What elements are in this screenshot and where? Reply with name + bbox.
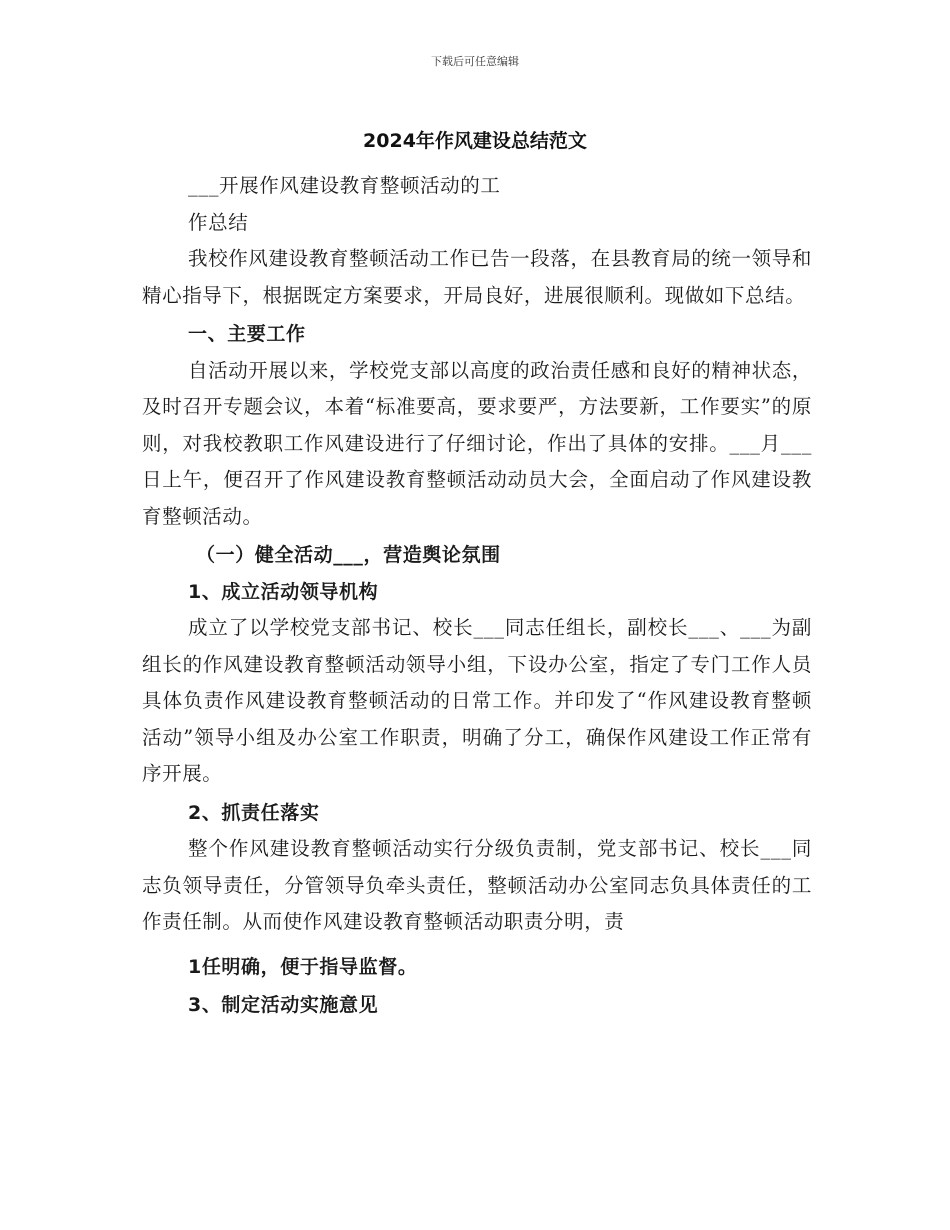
subsection-heading-1: （一）健全活动___，营造舆论氛围 <box>196 544 501 566</box>
paragraph-3: 成立了以学校党支部书记、校长___同志任组长，副校长___、___为副组长的作风建设教育整顿活动领导小组，下设办公室，指定了专门工作人员具体负责作风建设教育整顿活动的日常工作。并印发了“作风建设教育整顿活动”领导小组及办公室工作职责，明确了分工，确保作风建设工作正常有序开展。 <box>142 616 812 785</box>
paragraph-2: 自活动开展以来，学校党支部以高度的政治责任感和良好的精神状态，及时召开专题会议，本着“标准要高，要求要严，方法要新，工作要实”的原则，对我校教职工作风建设进行了仔细讨论，作出了具体的安排。___月___日上午，便召开了作风建设教育整顿活动动员大会，全面启动了作风建设教育整顿活动。 <box>142 358 812 528</box>
paragraph-1: 我校作风建设教育整顿活动工作已告一段落，在县教育局的统一领导和精心指导下，根据既定方案要求，开局良好，进展很顺利。现做如下总结。 <box>142 247 812 307</box>
item-heading-1: 1、成立活动领导机构 <box>188 580 379 603</box>
header-note: 下载后可任意编辑 <box>431 55 519 68</box>
intro-line-1: ___开展作风建设教育整顿活动的工 <box>188 174 501 197</box>
intro-line-2: 作总结 <box>188 210 249 234</box>
document-title: 2024年作风建设总结范文 <box>363 130 587 152</box>
paragraph-4: 整个作风建设教育整顿活动实行分级负责制，党支部书记、校长___同志负领导责任，分管领导负牵头责任，整顿活动办公室同志负具体责任的工作责任制。从而使作风建设教育整顿活动职责分明，责 <box>142 837 812 933</box>
bold-line-continuation: 1任明确，便于指导监督。 <box>188 955 418 978</box>
document-body <box>142 168 812 1024</box>
item-heading-2: 2、抓责任落实 <box>188 801 320 824</box>
item-heading-3: 3、制定活动实施意见 <box>188 994 379 1016</box>
section-heading-main-work: 一、主要工作 <box>188 323 306 345</box>
